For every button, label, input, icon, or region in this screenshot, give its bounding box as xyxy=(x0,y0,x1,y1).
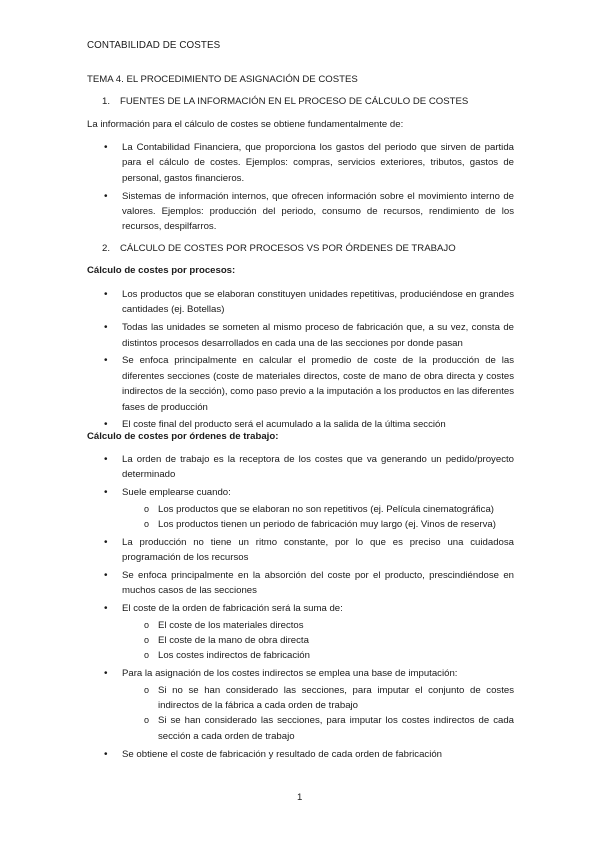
sublist xyxy=(122,502,514,533)
sublist xyxy=(122,618,514,664)
list-item: • Se enfoca principalmente en calcular el promedio de coste de la producción de las diferentes secciones (coste de materiales directos, coste de mano de obra directa y costes indirectos de la sección), como paso previo a la imputación a los productos en las diferentes fases de producción xyxy=(0,353,514,415)
list-item: • Sistemas de información internos, que ofrecen información sobre el movimiento interno de valores. Ejemplos: producción del periodo, consumo de recursos, rendimiento de los recursos, despilfarros. xyxy=(0,189,514,235)
list-item: • Se enfoca principalmente en la absorción del coste por el producto, prescindiéndose en muchos casos de las secciones xyxy=(0,568,514,599)
sublist-item: o El coste de los materiales directos xyxy=(122,618,514,633)
list-item: • Los productos que se elaboran constituyen unidades repetitivas, produciéndose en grandes cantidades (ej. Botellas) xyxy=(0,287,514,318)
sublist-item: o Si se han considerado las secciones, para imputar los costes indirectos de cada sección a cada orden de trabajo xyxy=(122,713,514,744)
topic-title: TEMA 4. EL PROCEDIMIENTO DE ASIGNACIÓN DE COSTES xyxy=(87,74,358,85)
list-item-text: Para la asignación de los costes indirectos se emplea una base de imputación: xyxy=(122,668,458,680)
sublist xyxy=(122,683,514,745)
section-1-list xyxy=(0,140,514,237)
sublist-item: o Si no se han considerado las secciones, para imputar el conjunto de costes indirectos de la fábrica a cada orden de trabajo xyxy=(122,683,514,714)
list-item: • La Contabilidad Financiera, que proporciona los gastos del periodo que sirven de partida para el cálculo de costes. Ejemplos: compras, servicios exteriores, tributos, gastos de personal, gastos financieros. xyxy=(0,140,514,186)
section-1-number: 1. xyxy=(102,96,111,107)
ordenes-list xyxy=(0,452,514,764)
list-item xyxy=(0,601,514,664)
list-item: • La orden de trabajo es la receptora de los costes que va generando un pedido/proyecto determinado xyxy=(0,452,514,483)
sublist-item: o Los productos tienen un periodo de fabricación muy largo (ej. Vinos de reserva) xyxy=(122,517,514,532)
page-number: 1 xyxy=(297,792,303,803)
list-item xyxy=(0,485,514,532)
section-2-number: 2. xyxy=(102,243,111,254)
section-2-heading: CÁLCULO DE COSTES POR PROCESOS VS POR ÓRDENES DE TRABAJO xyxy=(120,243,456,254)
procesos-list xyxy=(0,287,514,435)
list-item: • La producción no tiene un ritmo constante, por lo que es preciso una cuidadosa programación de los recursos xyxy=(0,535,514,566)
section-1-heading: FUENTES DE LA INFORMACIÓN EN EL PROCESO DE CÁLCULO DE COSTES xyxy=(120,96,469,107)
section-2-title xyxy=(102,243,456,254)
list-item-text: El coste de la orden de fabricación será la suma de: xyxy=(122,603,343,615)
sublist-item: o Los costes indirectos de fabricación xyxy=(122,648,514,663)
page-header: CONTABILIDAD DE COSTES xyxy=(87,40,221,51)
sublist-item: o Los productos que se elaboran no son repetitivos (ej. Película cinematográfica) xyxy=(122,502,514,517)
list-item-text: Suele emplearse cuando: xyxy=(122,487,231,499)
list-item: • Se obtiene el coste de fabricación y resultado de cada orden de fabricación xyxy=(0,747,514,762)
ordenes-heading: Cálculo de costes por órdenes de trabajo: xyxy=(87,431,279,442)
list-item xyxy=(0,666,514,744)
list-item: • El coste final del producto será el acumulado a la salida de la última sección xyxy=(0,417,514,432)
section-1-title xyxy=(102,96,468,107)
sublist-item: o El coste de la mano de obra directa xyxy=(122,633,514,648)
list-item: • Todas las unidades se someten al mismo proceso de fabricación que, a su vez, consta de distintos procesos desarrollados en cada una de las secciones por donde pasan xyxy=(0,320,514,351)
section-1-intro: La información para el cálculo de costes se obtiene fundamentalmente de: xyxy=(87,119,404,130)
procesos-heading: Cálculo de costes por procesos: xyxy=(87,265,236,276)
